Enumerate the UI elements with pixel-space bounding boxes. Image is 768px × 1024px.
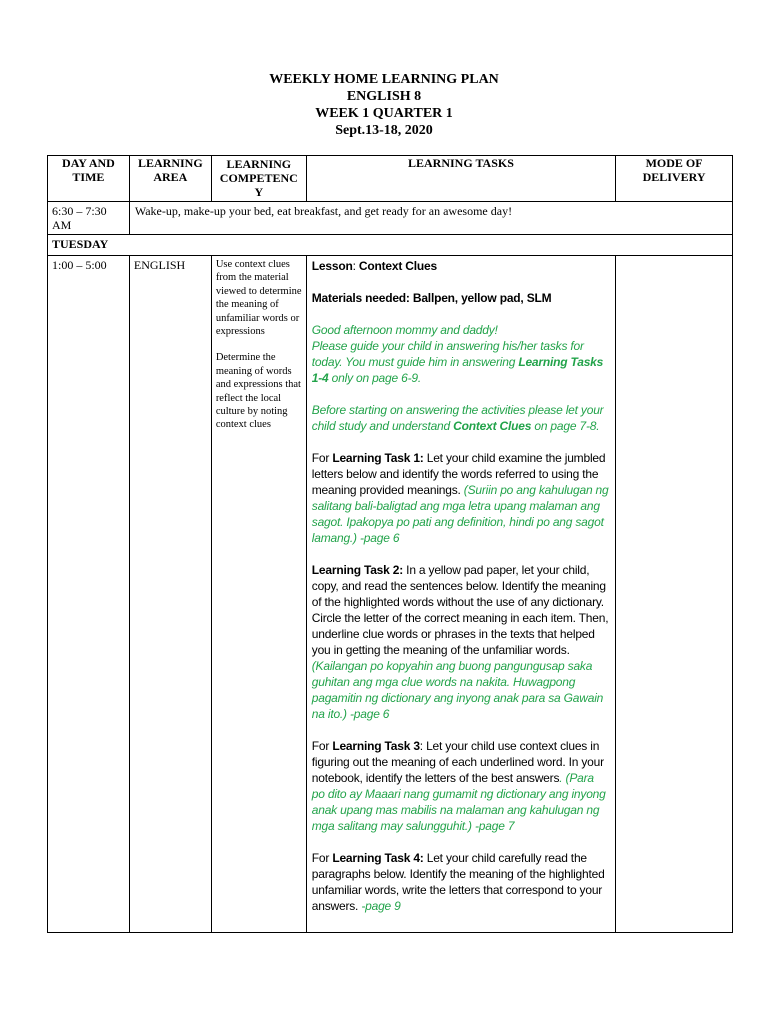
study-instruction: Before starting on answering the activities please let your child study and understand Context Clues on page 7-8. xyxy=(311,403,604,433)
guide-instruction: Please guide your child in answering his/her tasks for today. You must guide him in answering Learning Tasks 1-4 only on page 6-9. xyxy=(311,339,604,385)
competency-cell xyxy=(211,256,306,933)
table-row-english xyxy=(48,256,733,933)
materials-line: Materials needed: Ballpen, yellow pad, SLM xyxy=(311,291,552,305)
day-label-cell: TUESDAY xyxy=(48,235,733,256)
col-header-mode-of-delivery: MODE OF DELIVERY xyxy=(616,156,733,202)
competency-item: Use context clues from the material viewed to determine the meaning of unfamiliar words or expressions xyxy=(215,259,302,338)
learning-task-4: For Learning Task 4: Let your child carefully read the paragraphs below. Identify the meaning of the highlighted unfamiliar words, write the letters that correspond to your answers. -page 9 xyxy=(311,851,605,913)
learning-plan-table xyxy=(47,155,733,933)
table-row-day xyxy=(48,235,733,256)
plan-title: WEEKLY HOME LEARNING PLAN xyxy=(269,72,499,87)
mode-of-delivery-cell xyxy=(616,256,733,933)
col-header-learning-area: LEARNING AREA xyxy=(129,156,211,202)
col-header-competency: LEARNING COMPETENC Y xyxy=(211,156,306,202)
wake-activity-cell: Wake-up, make-up your bed, eat breakfast, and get ready for an awesome day! xyxy=(129,202,732,235)
col-header-learning-tasks: LEARNING TASKS xyxy=(306,156,615,202)
wake-time-cell: 6:30 – 7:30 AM xyxy=(48,202,130,235)
english-time-cell: 1:00 – 5:00 xyxy=(48,256,130,933)
document-header xyxy=(0,71,768,139)
english-area-cell: ENGLISH xyxy=(129,256,211,933)
competency-item: Determine the meaning of words and expressions that reflect the local culture by noting context clues xyxy=(215,352,301,431)
learning-task-2: Learning Task 2: In a yellow pad paper, let your child, copy, and read the sentences below. Identify the meaning of the highlighted words without the use of any dictionary. Circle the letter of the correct meaning in each item. Then, underline clue words or phrases in the texts that helped you in getting the meaning of the unfamiliar words. (Kailangan po kopyahin ang buong pangungusap saka guhitan ang mga clue words na nakita. Huwagpong pagamitin ng dictionary ang inyong anak para sa Gawain na ito.) -page 6 xyxy=(311,563,609,721)
learning-task-1: For Learning Task 1: Let your child examine the jumbled letters below and identify the words referred to using the meaning provided meanings. (Suriin po ang kahulugan ng salitang bali-baligtad ang mga letra upang malaman ang sagot. Ipakopya po pati ang definition, hindi po ang sagot lamang.) -page 6 xyxy=(311,451,609,545)
learning-tasks-cell xyxy=(306,256,615,933)
table-header-row xyxy=(48,156,733,202)
table-row-wake-up xyxy=(48,202,733,235)
lesson-line: Lesson: Context Clues xyxy=(311,259,437,273)
learning-task-3: For Learning Task 3: Let your child use context clues in figuring out the meaning of each underlined word. In your notebook, identify the letters of the best answers. (Para po dito ay Maaari nang gumamit ng dictionary ang inyong anak upang mas mabilis na malaman ang kahulugan ng mga salitang may salungguhit.) -page 7 xyxy=(311,739,606,833)
date-range: Sept.13-18, 2020 xyxy=(335,123,433,138)
parent-greeting: Good afternoon mommy and daddy! xyxy=(311,323,498,337)
subject-title: ENGLISH 8 xyxy=(346,89,422,104)
week-quarter: WEEK 1 QUARTER 1 xyxy=(315,106,453,121)
col-header-day-time: DAY AND TIME xyxy=(48,156,130,202)
